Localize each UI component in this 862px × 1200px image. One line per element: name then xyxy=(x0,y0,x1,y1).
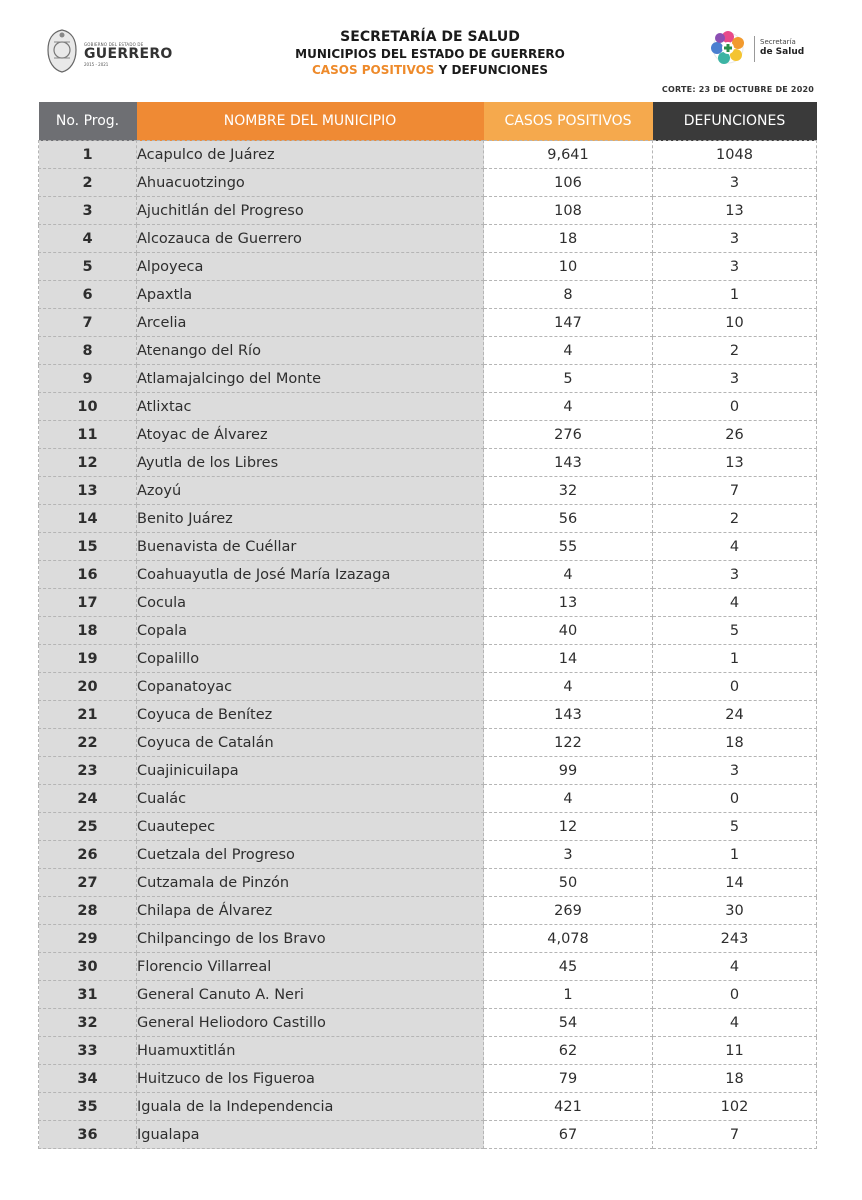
municipality-name: General Canuto A. Neri xyxy=(137,981,484,1009)
deaths: 1 xyxy=(653,841,817,869)
row-number: 9 xyxy=(39,365,137,393)
municipality-name: Buenavista de Cuéllar xyxy=(137,533,484,561)
deaths: 1048 xyxy=(653,141,817,169)
table-row xyxy=(39,1009,817,1037)
positive-cases: 32 xyxy=(484,477,653,505)
municipality-name: Cocula xyxy=(137,589,484,617)
table-row xyxy=(39,477,817,505)
table-row xyxy=(39,1121,817,1149)
positive-cases: 10 xyxy=(484,253,653,281)
deaths: 18 xyxy=(653,729,817,757)
row-number: 28 xyxy=(39,897,137,925)
table-row xyxy=(39,309,817,337)
municipality-name: Benito Juárez xyxy=(137,505,484,533)
column-header-name: NOMBRE DEL MUNICIPIO xyxy=(137,102,484,141)
deaths: 3 xyxy=(653,561,817,589)
deaths: 14 xyxy=(653,869,817,897)
municipality-name: Alcozauca de Guerrero xyxy=(137,225,484,253)
title-line-2: MUNICIPIOS DEL ESTADO DE GUERRERO xyxy=(295,47,565,61)
positive-cases: 106 xyxy=(484,169,653,197)
deaths: 3 xyxy=(653,757,817,785)
table-row xyxy=(39,169,817,197)
page-header xyxy=(0,0,862,100)
municipality-name: Atenango del Río xyxy=(137,337,484,365)
municipality-name: Cuajinicuilapa xyxy=(137,757,484,785)
positive-cases: 9,641 xyxy=(484,141,653,169)
positive-cases: 99 xyxy=(484,757,653,785)
municipality-name: Ahuacuotzingo xyxy=(137,169,484,197)
table-row xyxy=(39,253,817,281)
row-number: 10 xyxy=(39,393,137,421)
municipality-name: Acapulco de Juárez xyxy=(137,141,484,169)
row-number: 30 xyxy=(39,953,137,981)
deaths: 102 xyxy=(653,1093,817,1121)
municipality-name: General Heliodoro Castillo xyxy=(137,1009,484,1037)
deaths: 2 xyxy=(653,337,817,365)
municipality-name: Igualapa xyxy=(137,1121,484,1149)
row-number: 18 xyxy=(39,617,137,645)
state-seal-icon xyxy=(44,28,80,74)
positive-cases: 56 xyxy=(484,505,653,533)
row-number: 36 xyxy=(39,1121,137,1149)
positive-cases: 276 xyxy=(484,421,653,449)
deaths: 18 xyxy=(653,1065,817,1093)
table-row xyxy=(39,673,817,701)
row-number: 11 xyxy=(39,421,137,449)
deaths: 5 xyxy=(653,617,817,645)
positive-cases: 62 xyxy=(484,1037,653,1065)
positive-cases: 14 xyxy=(484,645,653,673)
row-number: 17 xyxy=(39,589,137,617)
deaths: 11 xyxy=(653,1037,817,1065)
municipality-name: Atlamajalcingo del Monte xyxy=(137,365,484,393)
table-row xyxy=(39,813,817,841)
salud-flower-icon xyxy=(708,30,748,66)
table-row xyxy=(39,281,817,309)
table-row xyxy=(39,785,817,813)
deaths: 4 xyxy=(653,533,817,561)
deaths: 0 xyxy=(653,981,817,1009)
positive-cases: 18 xyxy=(484,225,653,253)
municipality-name: Ajuchitlán del Progreso xyxy=(137,197,484,225)
deaths: 3 xyxy=(653,225,817,253)
positive-cases: 108 xyxy=(484,197,653,225)
row-number: 19 xyxy=(39,645,137,673)
deaths: 5 xyxy=(653,813,817,841)
deaths: 7 xyxy=(653,1121,817,1149)
row-number: 5 xyxy=(39,253,137,281)
title-highlight: CASOS POSITIVOS xyxy=(312,63,435,77)
deaths: 3 xyxy=(653,365,817,393)
table-row xyxy=(39,505,817,533)
positive-cases: 4 xyxy=(484,673,653,701)
positive-cases: 4 xyxy=(484,785,653,813)
deaths: 0 xyxy=(653,785,817,813)
positive-cases: 143 xyxy=(484,449,653,477)
table-row xyxy=(39,645,817,673)
positive-cases: 143 xyxy=(484,701,653,729)
salud-label-small: Secretaría xyxy=(760,38,796,46)
row-number: 33 xyxy=(39,1037,137,1065)
table-header-row xyxy=(39,102,817,141)
deaths: 1 xyxy=(653,281,817,309)
row-number: 3 xyxy=(39,197,137,225)
positive-cases: 67 xyxy=(484,1121,653,1149)
gov-label-small: GOBIERNO DEL ESTADO DE xyxy=(84,42,144,47)
table-row xyxy=(39,1037,817,1065)
municipality-name: Copala xyxy=(137,617,484,645)
positive-cases: 421 xyxy=(484,1093,653,1121)
municipality-name: Huamuxtitlán xyxy=(137,1037,484,1065)
municipality-name: Azoyú xyxy=(137,477,484,505)
positive-cases: 269 xyxy=(484,897,653,925)
deaths: 1 xyxy=(653,645,817,673)
positive-cases: 55 xyxy=(484,533,653,561)
row-number: 6 xyxy=(39,281,137,309)
table-row xyxy=(39,897,817,925)
table-row xyxy=(39,197,817,225)
secretaria-salud-logo xyxy=(708,30,818,66)
column-header-no: No. Prog. xyxy=(39,102,137,141)
table-row xyxy=(39,925,817,953)
table-row xyxy=(39,533,817,561)
row-number: 35 xyxy=(39,1093,137,1121)
row-number: 27 xyxy=(39,869,137,897)
row-number: 29 xyxy=(39,925,137,953)
row-number: 21 xyxy=(39,701,137,729)
row-number: 1 xyxy=(39,141,137,169)
title-line-3 xyxy=(230,62,630,78)
deaths: 26 xyxy=(653,421,817,449)
positive-cases: 122 xyxy=(484,729,653,757)
title-line-1: SECRETARÍA DE SALUD xyxy=(340,29,520,45)
positive-cases: 40 xyxy=(484,617,653,645)
positive-cases: 8 xyxy=(484,281,653,309)
table-row xyxy=(39,393,817,421)
row-number: 34 xyxy=(39,1065,137,1093)
row-number: 23 xyxy=(39,757,137,785)
positive-cases: 4 xyxy=(484,337,653,365)
table-row xyxy=(39,1093,817,1121)
municipality-name: Cuetzala del Progreso xyxy=(137,841,484,869)
deaths: 0 xyxy=(653,673,817,701)
positive-cases: 3 xyxy=(484,841,653,869)
deaths: 24 xyxy=(653,701,817,729)
table-row xyxy=(39,365,817,393)
municipality-name: Coahuayutla de José María Izazaga xyxy=(137,561,484,589)
row-number: 16 xyxy=(39,561,137,589)
positive-cases: 54 xyxy=(484,1009,653,1037)
table-row xyxy=(39,337,817,365)
gov-label-years: 2015 - 2021 xyxy=(84,62,109,67)
table-row xyxy=(39,561,817,589)
table-row xyxy=(39,449,817,477)
gov-label-big: GUERRERO xyxy=(84,46,173,62)
deaths: 30 xyxy=(653,897,817,925)
table-row xyxy=(39,1065,817,1093)
municipality-name: Copanatoyac xyxy=(137,673,484,701)
table-row xyxy=(39,729,817,757)
table-row xyxy=(39,869,817,897)
deaths: 4 xyxy=(653,589,817,617)
table-row xyxy=(39,617,817,645)
row-number: 31 xyxy=(39,981,137,1009)
positive-cases: 1 xyxy=(484,981,653,1009)
positive-cases: 5 xyxy=(484,365,653,393)
logo-divider xyxy=(754,36,755,62)
row-number: 2 xyxy=(39,169,137,197)
municipality-name: Atoyac de Álvarez xyxy=(137,421,484,449)
row-number: 20 xyxy=(39,673,137,701)
column-header-defunciones: DEFUNCIONES xyxy=(653,102,817,141)
municipality-name: Coyuca de Benítez xyxy=(137,701,484,729)
deaths: 10 xyxy=(653,309,817,337)
row-number: 7 xyxy=(39,309,137,337)
row-number: 25 xyxy=(39,813,137,841)
cutoff-date: CORTE: 23 DE OCTUBRE DE 2020 xyxy=(661,85,814,94)
column-header-casos: CASOS POSITIVOS xyxy=(484,102,653,141)
municipality-name: Cutzamala de Pinzón xyxy=(137,869,484,897)
salud-label-big: de Salud xyxy=(760,47,805,57)
positive-cases: 13 xyxy=(484,589,653,617)
row-number: 13 xyxy=(39,477,137,505)
row-number: 24 xyxy=(39,785,137,813)
municipality-table xyxy=(38,102,817,1149)
table-row xyxy=(39,141,817,169)
positive-cases: 79 xyxy=(484,1065,653,1093)
positive-cases: 45 xyxy=(484,953,653,981)
municipality-name: Alpoyeca xyxy=(137,253,484,281)
municipality-name: Apaxtla xyxy=(137,281,484,309)
deaths: 4 xyxy=(653,1009,817,1037)
deaths: 7 xyxy=(653,477,817,505)
table-row xyxy=(39,589,817,617)
municipality-name: Cuautepec xyxy=(137,813,484,841)
municipality-name: Coyuca de Catalán xyxy=(137,729,484,757)
deaths: 13 xyxy=(653,197,817,225)
municipality-name: Chilpancingo de los Bravo xyxy=(137,925,484,953)
municipality-name: Arcelia xyxy=(137,309,484,337)
document-title xyxy=(230,28,630,78)
row-number: 12 xyxy=(39,449,137,477)
positive-cases: 50 xyxy=(484,869,653,897)
table-row xyxy=(39,953,817,981)
table-row xyxy=(39,841,817,869)
municipality-name: Chilapa de Álvarez xyxy=(137,897,484,925)
row-number: 26 xyxy=(39,841,137,869)
table-row xyxy=(39,421,817,449)
municipality-name: Copalillo xyxy=(137,645,484,673)
municipality-name: Ayutla de los Libres xyxy=(137,449,484,477)
municipality-name: Florencio Villarreal xyxy=(137,953,484,981)
deaths: 2 xyxy=(653,505,817,533)
deaths: 13 xyxy=(653,449,817,477)
table-row xyxy=(39,701,817,729)
positive-cases: 4,078 xyxy=(484,925,653,953)
row-number: 22 xyxy=(39,729,137,757)
guerrero-government-logo xyxy=(44,28,173,74)
deaths: 4 xyxy=(653,953,817,981)
deaths: 3 xyxy=(653,169,817,197)
deaths: 3 xyxy=(653,253,817,281)
table-row xyxy=(39,757,817,785)
table-row xyxy=(39,225,817,253)
municipality-name: Huitzuco de los Figueroa xyxy=(137,1065,484,1093)
row-number: 4 xyxy=(39,225,137,253)
municipality-name: Atlixtac xyxy=(137,393,484,421)
municipality-name: Iguala de la Independencia xyxy=(137,1093,484,1121)
row-number: 32 xyxy=(39,1009,137,1037)
row-number: 15 xyxy=(39,533,137,561)
municipality-name: Cualác xyxy=(137,785,484,813)
positive-cases: 4 xyxy=(484,561,653,589)
row-number: 14 xyxy=(39,505,137,533)
title-rest: Y DEFUNCIONES xyxy=(434,63,548,77)
positive-cases: 4 xyxy=(484,393,653,421)
deaths: 243 xyxy=(653,925,817,953)
positive-cases: 147 xyxy=(484,309,653,337)
table-row xyxy=(39,981,817,1009)
positive-cases: 12 xyxy=(484,813,653,841)
row-number: 8 xyxy=(39,337,137,365)
deaths: 0 xyxy=(653,393,817,421)
